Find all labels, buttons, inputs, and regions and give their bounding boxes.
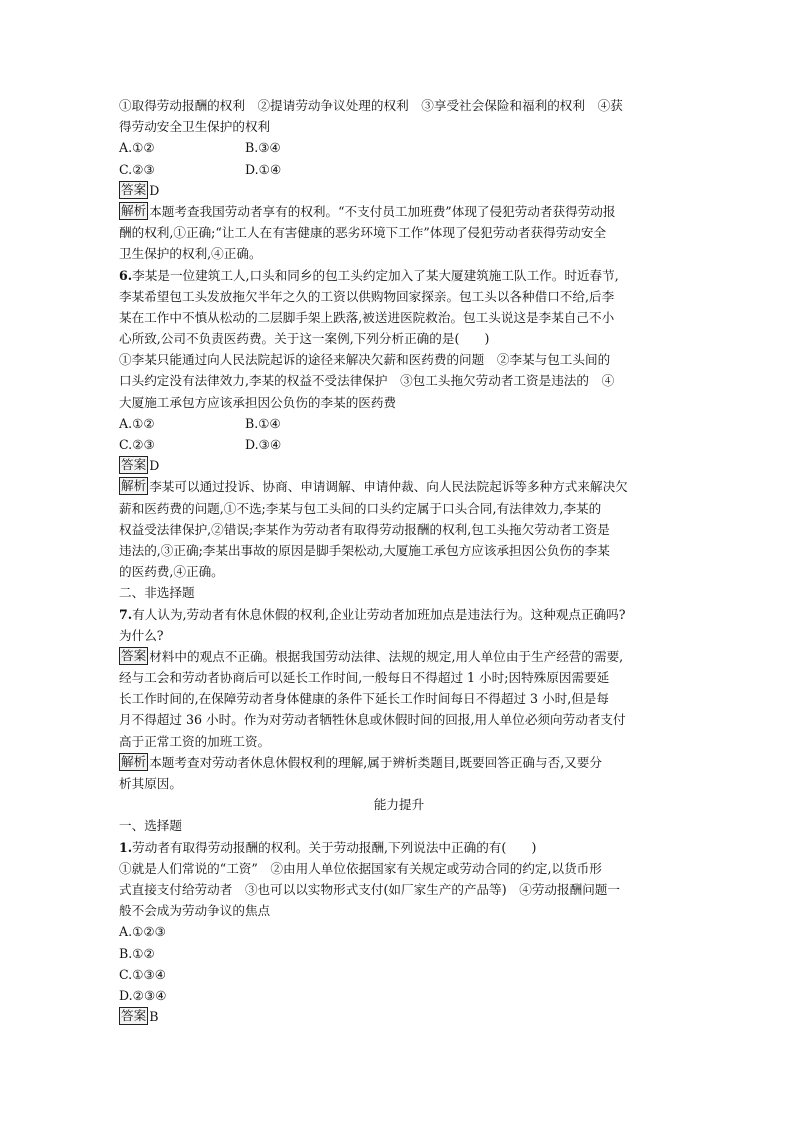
q7-answer-line-5: 高于正常工资的加班工资。 [119,733,271,749]
q6-analysis-line-1: 解析 李某可以通过投诉、协商、申请调解、申请仲裁、向人民法院起诉等多种方式来解决欠 [121,478,628,495]
q1-items-line-3: 般不会成为劳动争议的焦点 [119,903,271,919]
q6-stem-line-4: 心所致,公司不负责医药费。关于这一案例,下列分析正确的是( ) [119,331,490,347]
q5-items-line-1: ①取得劳动报酬的权利 ②提请劳动争议处理的权利 ③享受社会保险和福利的权利 ④获 [119,98,623,113]
answer-tag: 答案 [121,1008,147,1024]
q1-number: 1. [119,839,133,855]
q7-analysis-line-1: 解析 本题考查对劳动者休息休假权利的理解,属于辨析类题目,既要回答正确与否,又要分 [121,753,602,770]
q1-stem: 1.劳动者有取得劳动报酬的权利。关于劳动报酬,下列说法中正确的有( ) [119,839,537,855]
q1-items-line-2: 式直接支付给劳动者 ③也可以以实物形式支付(如厂家生产的产品等) ④劳动报酬问题一 [119,881,620,897]
section-heading-non-choice: 二、非选择题 [119,585,195,601]
document-page [119,95,679,1027]
q7-stem-line-2: 为什么? [119,627,164,643]
q5-option-b: B.③④ [245,140,281,156]
q5-options-row-2 [119,159,679,180]
q5-analysis-line-1: 解析 本题考查我国劳动者享有的权利。“不支付员工加班费”体现了侵犯劳动者获得劳动报 [121,202,616,219]
ability-heading: 能力提升 [373,797,425,813]
q6-option-b: B.①④ [245,415,281,431]
q6-option-a: A.①② [119,415,155,431]
q7-number: 7. [119,606,133,622]
q5-option-a: A.①② [119,140,155,156]
answer-tag: 答案 [121,181,147,197]
q5-options-row-1 [119,137,679,158]
q6-stem-line-1: 6.李某是一位建筑工人,口头和同乡的包工头约定加入了某大厦建筑施工队工作。时近春节, [119,267,619,283]
q7-answer-line-1: 答案 材料中的观点不正确。根据我国劳动法律、法规的规定,用人单位由于生产经营的需要, [121,647,624,664]
q6-items-line-2: 口头约定没有法律效力,李某的权益不受法律保护 ③包工头拖欠劳动者工资是违法的 ④ [119,373,615,389]
q6-answer-line [119,455,679,476]
q7-analysis-line-2: 析其原因。 [119,776,182,791]
analysis-tag: 解析 [121,478,147,494]
q7-answer-line-3: 长工作时间的,在保障劳动者身体健康的条件下延长工作时间每日不得超过 3 小时,但是每 [119,691,609,707]
q5-option-d: D.①④ [245,161,282,177]
q6-analysis-line-5: 的医药费,④正确。 [119,564,224,580]
q6-option-c: C.②③ [119,437,155,452]
q6-analysis-line-4: 违法的,③正确;李某出事故的原因是脚手架松动,大厦施工承包方应该承担因公负伤的李某 [119,542,610,558]
q5-items-line-2: 得劳动安全卫生保护的权利 [119,119,271,135]
q5-analysis-line-3: 卫生保护的权利,④正确。 [119,246,262,262]
q1-answer-line [119,1006,679,1027]
q7-answer-line-4: 月不得超过 36 小时。作为对劳动者牺牲休息或休假时间的回报,用人单位必须向劳动者支付 [119,712,626,728]
answer-tag: 答案 [121,457,147,473]
q5-answer-line [119,180,679,201]
q1-option-a: A.①②③ [119,924,166,940]
q6-items-line-3: 大厦施工承包方应该承担因公负伤的李某的医药费 [119,394,397,410]
q6-analysis-line-2: 薪和医药费的问题,①不选;李某与包工头间的口头约定属于口头合同,有法律效力,李某的 [119,500,602,516]
analysis-tag: 解析 [121,202,147,218]
q5-analysis-line-2: 酬的权利,①正确;“让工人在有害健康的恶劣环境下工作”体现了侵犯劳动者获得劳动安全 [119,225,607,241]
q7-answer-line-2: 经与工会和劳动者协商后可以延长工作时间,一般每日不得超过 1 小时;因特殊原因需要延 [119,670,610,686]
q1-option-b: B.①② [119,945,155,961]
q6-analysis-line-3: 权益受法律保护,②错误;李某作为劳动者有取得劳动报酬的权利,包工头拖欠劳动者工资是 [119,521,610,537]
q6-number: 6. [119,267,133,283]
q1-option-d: D.②③④ [119,987,167,1003]
q6-options-row-1 [119,413,679,434]
q5-answer: D [149,182,160,198]
q6-option-d: D.③④ [245,437,282,452]
q1-items-line-1: ①就是人们常说的“工资” ②由用人单位依据国家有关规定或劳动合同的约定,以货币形 [119,860,602,876]
q5-option-c: C.②③ [119,161,155,177]
analysis-tag: 解析 [121,753,147,769]
q6-stem-line-3: 某在工作中不慎从松动的二层脚手架上跌落,被送进医院救治。包工头说这是李某自己不小 [119,309,615,325]
q6-stem-line-2: 李某希望包工头发放拖欠半年之久的工资以供购物回家探亲。包工头以各种借口不给,后李 [119,288,615,304]
q6-options-row-2 [119,434,679,455]
q1-answer: B [149,1009,159,1025]
section-heading-choice: 一、选择题 [119,818,182,834]
q6-items-line-1: ①李某只能通过向人民法院起诉的途径来解决欠薪和医药费的问题 ②李某与包工头间的 [119,352,611,368]
answer-tag: 答案 [121,647,147,663]
q7-stem-line-1: 7.有人认为,劳动者有休息休假的权利,企业让劳动者加班加点是违法行为。这种观点正确吗? [119,606,626,622]
q1-option-c: C.①③④ [119,966,167,982]
q6-answer: D [149,458,160,474]
